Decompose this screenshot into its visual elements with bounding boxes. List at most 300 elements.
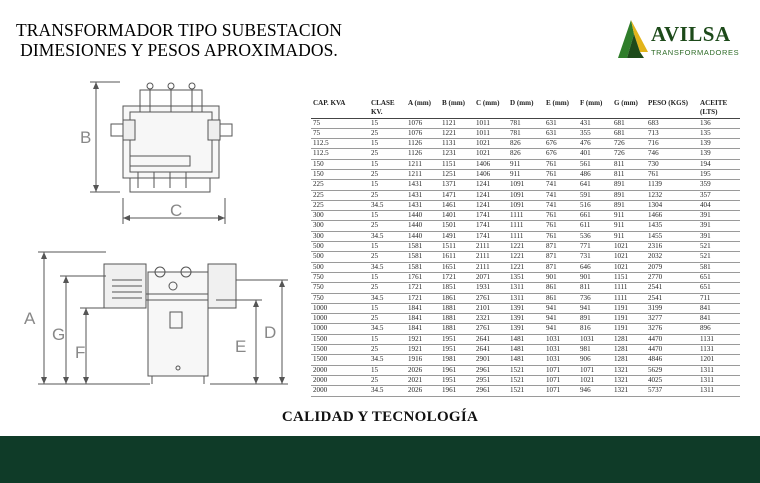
table-row bbox=[311, 345, 740, 355]
table-cell: 1841 bbox=[406, 314, 440, 324]
table-cell: 1126 bbox=[406, 139, 440, 149]
table-cell: 391 bbox=[698, 231, 740, 241]
table-cell: 150 bbox=[311, 159, 369, 169]
table-cell: 3277 bbox=[646, 314, 698, 324]
col-header-a: A (mm) bbox=[406, 99, 440, 118]
table-cell: 1021 bbox=[578, 375, 612, 385]
table-cell: 761 bbox=[544, 231, 578, 241]
table-cell: 1841 bbox=[406, 303, 440, 313]
table-cell: 1521 bbox=[508, 365, 544, 375]
table-cell: 25 bbox=[369, 221, 406, 231]
table-cell: 1961 bbox=[440, 386, 474, 396]
table-cell: 15 bbox=[369, 272, 406, 282]
table-cell: 711 bbox=[698, 293, 740, 303]
table-cell: 1406 bbox=[474, 159, 508, 169]
table-cell: 581 bbox=[698, 262, 740, 272]
footer-bar bbox=[0, 436, 760, 483]
table-cell: 771 bbox=[578, 242, 612, 252]
table-cell: 2000 bbox=[311, 365, 369, 375]
table-cell: 1031 bbox=[544, 334, 578, 344]
table-row bbox=[311, 200, 740, 210]
title-line-1: TRANSFORMADOR TIPO SUBESTACION bbox=[15, 20, 343, 40]
table-cell: 1581 bbox=[406, 242, 440, 252]
table-cell: 891 bbox=[612, 200, 646, 210]
table-cell: 871 bbox=[544, 262, 578, 272]
table-cell: 359 bbox=[698, 180, 740, 190]
table-cell: 15 bbox=[369, 303, 406, 313]
slogan: CALIDAD Y TECNOLOGÍA bbox=[281, 409, 479, 425]
table-cell: 1881 bbox=[440, 324, 474, 334]
dim-label-f: F bbox=[75, 343, 86, 362]
col-header-c: C (mm) bbox=[474, 99, 508, 118]
table-cell: 1841 bbox=[406, 324, 440, 334]
col-header-d: D (mm) bbox=[508, 99, 544, 118]
table-row bbox=[311, 303, 740, 313]
table-row bbox=[311, 128, 740, 138]
table-cell: 816 bbox=[578, 324, 612, 334]
table-cell: 741 bbox=[544, 200, 578, 210]
table-cell: 2021 bbox=[406, 375, 440, 385]
table-cell: 2901 bbox=[474, 355, 508, 365]
table-cell: 2321 bbox=[474, 314, 508, 324]
table-cell: 611 bbox=[578, 221, 612, 231]
table-cell: 1406 bbox=[474, 169, 508, 179]
table-cell: 1221 bbox=[508, 252, 544, 262]
table-cell: 730 bbox=[646, 159, 698, 169]
table-cell: 1091 bbox=[508, 180, 544, 190]
table-cell: 431 bbox=[578, 118, 612, 128]
table-cell: 1281 bbox=[612, 334, 646, 344]
table-cell: 194 bbox=[698, 159, 740, 169]
table-cell: 1721 bbox=[406, 293, 440, 303]
table-cell: 811 bbox=[612, 169, 646, 179]
table-cell: 1111 bbox=[612, 293, 646, 303]
table-cell: 2111 bbox=[474, 262, 508, 272]
table-cell: 2032 bbox=[646, 252, 698, 262]
table-cell: 1391 bbox=[508, 324, 544, 334]
dimensions-weights-table bbox=[311, 99, 740, 397]
title-line-2: DIMESIONES Y PESOS APROXIMADOS. bbox=[20, 40, 338, 60]
table-cell: 300 bbox=[311, 221, 369, 231]
table-cell: 357 bbox=[698, 190, 740, 200]
logo-brand-name: AVILSA bbox=[651, 22, 731, 46]
col-header-kva: CAP. KVA bbox=[311, 99, 369, 118]
table-row bbox=[311, 324, 740, 334]
table-cell: 15 bbox=[369, 365, 406, 375]
table-cell: 2111 bbox=[474, 242, 508, 252]
table-cell: 5737 bbox=[646, 386, 698, 396]
table-cell: 1021 bbox=[474, 149, 508, 159]
table-cell: 1191 bbox=[612, 324, 646, 334]
table-cell: 911 bbox=[612, 221, 646, 231]
col-header-b: B (mm) bbox=[440, 99, 474, 118]
table-cell: 1471 bbox=[440, 190, 474, 200]
table-cell: 1431 bbox=[406, 190, 440, 200]
table-cell: 2770 bbox=[646, 272, 698, 282]
table-cell: 1021 bbox=[474, 139, 508, 149]
table-cell: 981 bbox=[578, 345, 612, 355]
table-cell: 1581 bbox=[406, 252, 440, 262]
table-cell: 911 bbox=[612, 231, 646, 241]
table-cell: 1521 bbox=[508, 375, 544, 385]
table-cell: 901 bbox=[544, 272, 578, 282]
table-cell: 1371 bbox=[440, 180, 474, 190]
table-cell: 1500 bbox=[311, 345, 369, 355]
table-cell: 741 bbox=[544, 190, 578, 200]
table-cell: 1391 bbox=[508, 303, 544, 313]
table-cell: 2071 bbox=[474, 272, 508, 282]
table-cell: 139 bbox=[698, 139, 740, 149]
table-cell: 1191 bbox=[612, 303, 646, 313]
table-cell: 1071 bbox=[544, 375, 578, 385]
table-cell: 1440 bbox=[406, 231, 440, 241]
table-cell: 746 bbox=[646, 149, 698, 159]
table-cell: 15 bbox=[369, 139, 406, 149]
table-cell: 911 bbox=[508, 159, 544, 169]
table-cell: 1000 bbox=[311, 303, 369, 313]
table-cell: 761 bbox=[544, 159, 578, 169]
table-cell: 1311 bbox=[508, 293, 544, 303]
table-cell: 946 bbox=[578, 386, 612, 396]
table-row bbox=[311, 139, 740, 149]
table-cell: 1741 bbox=[474, 211, 508, 221]
table-row bbox=[311, 355, 740, 365]
table-cell: 1232 bbox=[646, 190, 698, 200]
table-cell: 941 bbox=[544, 324, 578, 334]
table-cell: 34.5 bbox=[369, 231, 406, 241]
table-cell: 1071 bbox=[578, 365, 612, 375]
table-cell: 761 bbox=[646, 169, 698, 179]
table-cell: 300 bbox=[311, 231, 369, 241]
table-cell: 941 bbox=[544, 303, 578, 313]
table-cell: 1500 bbox=[311, 334, 369, 344]
table-cell: 15 bbox=[369, 159, 406, 169]
table-cell: 25 bbox=[369, 128, 406, 138]
table-cell: 713 bbox=[646, 128, 698, 138]
table-cell: 1321 bbox=[612, 365, 646, 375]
transformer-diagram-svg bbox=[20, 72, 310, 392]
table-cell: 1351 bbox=[508, 272, 544, 282]
table-cell: 1500 bbox=[311, 355, 369, 365]
table-cell: 1311 bbox=[698, 386, 740, 396]
table-cell: 1311 bbox=[698, 375, 740, 385]
table-cell: 826 bbox=[508, 139, 544, 149]
table-cell: 1111 bbox=[612, 283, 646, 293]
table-cell: 911 bbox=[612, 211, 646, 221]
table-cell: 1111 bbox=[508, 231, 544, 241]
table-cell: 500 bbox=[311, 242, 369, 252]
table-cell: 651 bbox=[698, 283, 740, 293]
logo-tagline: TRANSFORMADORES bbox=[651, 48, 740, 57]
table-cell: 516 bbox=[578, 200, 612, 210]
table-cell: 1281 bbox=[612, 345, 646, 355]
table-cell: 1501 bbox=[440, 221, 474, 231]
table-cell: 631 bbox=[544, 128, 578, 138]
table-cell: 139 bbox=[698, 149, 740, 159]
table-cell: 225 bbox=[311, 190, 369, 200]
table-cell: 661 bbox=[578, 211, 612, 221]
dimensions-table-container bbox=[311, 99, 740, 397]
table-cell: 25 bbox=[369, 169, 406, 179]
table-cell: 112.5 bbox=[311, 139, 369, 149]
table-cell: 891 bbox=[612, 190, 646, 200]
table-cell: 2541 bbox=[646, 293, 698, 303]
table-cell: 150 bbox=[311, 169, 369, 179]
table-cell: 911 bbox=[508, 169, 544, 179]
table-cell: 25 bbox=[369, 375, 406, 385]
table-cell: 1121 bbox=[440, 118, 474, 128]
table-cell: 1071 bbox=[544, 365, 578, 375]
table-cell: 1151 bbox=[612, 272, 646, 282]
table-cell: 1481 bbox=[508, 334, 544, 344]
table-row bbox=[311, 180, 740, 190]
col-header-clase: CLASE KV. bbox=[369, 99, 406, 118]
table-cell: 25 bbox=[369, 190, 406, 200]
table-cell: 34.5 bbox=[369, 355, 406, 365]
table-cell: 1071 bbox=[544, 386, 578, 396]
table-cell: 1221 bbox=[440, 128, 474, 138]
table-cell: 811 bbox=[578, 283, 612, 293]
table-row bbox=[311, 252, 740, 262]
table-cell: 681 bbox=[612, 128, 646, 138]
table-cell: 1241 bbox=[474, 180, 508, 190]
table-row bbox=[311, 293, 740, 303]
table-cell: 25 bbox=[369, 345, 406, 355]
table-cell: 1221 bbox=[508, 242, 544, 252]
table-cell: 941 bbox=[544, 314, 578, 324]
table-cell: 1916 bbox=[406, 355, 440, 365]
table-cell: 4846 bbox=[646, 355, 698, 365]
table-cell: 225 bbox=[311, 180, 369, 190]
table-cell: 1401 bbox=[440, 211, 474, 221]
table-cell: 521 bbox=[698, 252, 740, 262]
table-cell: 891 bbox=[578, 314, 612, 324]
dim-label-e: E bbox=[235, 337, 247, 356]
table-cell: 761 bbox=[544, 211, 578, 221]
table-cell: 486 bbox=[578, 169, 612, 179]
table-cell: 25 bbox=[369, 314, 406, 324]
table-cell: 1131 bbox=[698, 334, 740, 344]
table-cell: 1281 bbox=[612, 355, 646, 365]
table-cell: 826 bbox=[508, 149, 544, 159]
table-cell: 3199 bbox=[646, 303, 698, 313]
table-cell: 4470 bbox=[646, 334, 698, 344]
table-cell: 1931 bbox=[474, 283, 508, 293]
table-cell: 683 bbox=[646, 118, 698, 128]
table-cell: 3276 bbox=[646, 324, 698, 334]
table-cell: 676 bbox=[544, 149, 578, 159]
table-row bbox=[311, 334, 740, 344]
table-cell: 781 bbox=[508, 118, 544, 128]
table-cell: 2961 bbox=[474, 386, 508, 396]
table-cell: 34.5 bbox=[369, 386, 406, 396]
table-cell: 1951 bbox=[440, 345, 474, 355]
table-cell: 1231 bbox=[440, 149, 474, 159]
table-cell: 561 bbox=[578, 159, 612, 169]
table-cell: 1440 bbox=[406, 221, 440, 231]
table-cell: 1221 bbox=[508, 262, 544, 272]
table-cell: 1321 bbox=[612, 386, 646, 396]
table-cell: 2951 bbox=[474, 375, 508, 385]
dim-label-g: G bbox=[52, 325, 66, 344]
table-cell: 391 bbox=[698, 221, 740, 231]
table-cell: 841 bbox=[698, 303, 740, 313]
table-cell: 1241 bbox=[474, 200, 508, 210]
table-cell: 896 bbox=[698, 324, 740, 334]
table-cell: 1921 bbox=[406, 334, 440, 344]
table-cell: 1021 bbox=[612, 242, 646, 252]
table-cell: 676 bbox=[544, 139, 578, 149]
table-cell: 941 bbox=[578, 303, 612, 313]
table-cell: 2641 bbox=[474, 334, 508, 344]
table-cell: 1461 bbox=[440, 200, 474, 210]
table-cell: 1131 bbox=[440, 139, 474, 149]
table-cell: 761 bbox=[544, 169, 578, 179]
table-cell: 871 bbox=[544, 252, 578, 262]
dim-label-a: A bbox=[24, 309, 36, 328]
logo-triangle-icon bbox=[618, 20, 650, 60]
table-cell: 1031 bbox=[544, 355, 578, 365]
table-cell: 1741 bbox=[474, 231, 508, 241]
table-cell: 500 bbox=[311, 252, 369, 262]
table-cell: 1761 bbox=[406, 272, 440, 282]
col-header-g: G (mm) bbox=[612, 99, 646, 118]
table-cell: 2961 bbox=[474, 365, 508, 375]
table-cell: 15 bbox=[369, 180, 406, 190]
table-cell: 15 bbox=[369, 334, 406, 344]
table-row bbox=[311, 283, 740, 293]
table-cell: 1466 bbox=[646, 211, 698, 221]
table-cell: 25 bbox=[369, 252, 406, 262]
table-cell: 2111 bbox=[474, 252, 508, 262]
table-cell: 1511 bbox=[440, 242, 474, 252]
table-cell: 15 bbox=[369, 118, 406, 128]
table-row bbox=[311, 242, 740, 252]
table-cell: 731 bbox=[578, 252, 612, 262]
table-cell: 741 bbox=[544, 180, 578, 190]
table-cell: 1431 bbox=[406, 180, 440, 190]
table-cell: 34.5 bbox=[369, 324, 406, 334]
table-cell: 906 bbox=[578, 355, 612, 365]
table-cell: 841 bbox=[698, 314, 740, 324]
table-cell: 1961 bbox=[440, 365, 474, 375]
table-cell: 2079 bbox=[646, 262, 698, 272]
table-cell: 1981 bbox=[440, 355, 474, 365]
table-cell: 1076 bbox=[406, 118, 440, 128]
table-cell: 1211 bbox=[406, 159, 440, 169]
table-header-row bbox=[311, 99, 740, 118]
transformer-dimension-drawing bbox=[20, 72, 310, 392]
table-cell: 1031 bbox=[578, 334, 612, 344]
table-cell: 404 bbox=[698, 200, 740, 210]
table-row bbox=[311, 231, 740, 241]
table-cell: 1491 bbox=[440, 231, 474, 241]
table-cell: 891 bbox=[612, 180, 646, 190]
table-cell: 1440 bbox=[406, 211, 440, 221]
table-cell: 1321 bbox=[612, 375, 646, 385]
table-cell: 1435 bbox=[646, 221, 698, 231]
table-row bbox=[311, 149, 740, 159]
table-body bbox=[311, 118, 740, 396]
table-cell: 1311 bbox=[508, 283, 544, 293]
table-cell: 1251 bbox=[440, 169, 474, 179]
table-row bbox=[311, 375, 740, 385]
table-cell: 2316 bbox=[646, 242, 698, 252]
table-cell: 2101 bbox=[474, 303, 508, 313]
table-cell: 135 bbox=[698, 128, 740, 138]
page-title bbox=[14, 20, 344, 60]
table-cell: 1951 bbox=[440, 334, 474, 344]
table-cell: 1881 bbox=[440, 303, 474, 313]
table-cell: 1111 bbox=[508, 211, 544, 221]
table-cell: 1191 bbox=[612, 314, 646, 324]
table-row bbox=[311, 169, 740, 179]
table-cell: 1241 bbox=[474, 190, 508, 200]
table-cell: 1431 bbox=[406, 200, 440, 210]
table-cell: 1881 bbox=[440, 314, 474, 324]
table-cell: 34.5 bbox=[369, 293, 406, 303]
table-cell: 861 bbox=[544, 293, 578, 303]
table-cell: 811 bbox=[612, 159, 646, 169]
table-row bbox=[311, 190, 740, 200]
table-cell: 1139 bbox=[646, 180, 698, 190]
table-cell: 136 bbox=[698, 118, 740, 128]
table-cell: 1151 bbox=[440, 159, 474, 169]
table-cell: 1211 bbox=[406, 169, 440, 179]
table-cell: 1011 bbox=[474, 118, 508, 128]
table-cell: 1861 bbox=[440, 293, 474, 303]
table-cell: 1455 bbox=[646, 231, 698, 241]
table-cell: 500 bbox=[311, 262, 369, 272]
table-cell: 1126 bbox=[406, 149, 440, 159]
table-cell: 391 bbox=[698, 211, 740, 221]
col-header-peso: PESO (KGS) bbox=[646, 99, 698, 118]
table-row bbox=[311, 118, 740, 128]
table-cell: 1091 bbox=[508, 200, 544, 210]
table-cell: 716 bbox=[646, 139, 698, 149]
table-row bbox=[311, 159, 740, 169]
table-cell: 75 bbox=[311, 118, 369, 128]
table-cell: 1721 bbox=[440, 272, 474, 282]
table-row bbox=[311, 272, 740, 282]
table-cell: 726 bbox=[612, 149, 646, 159]
table-cell: 401 bbox=[578, 149, 612, 159]
table-cell: 1521 bbox=[508, 386, 544, 396]
col-header-aceite: ACEITE (LTS) bbox=[698, 99, 740, 118]
table-cell: 536 bbox=[578, 231, 612, 241]
table-cell: 300 bbox=[311, 211, 369, 221]
table-cell: 871 bbox=[544, 242, 578, 252]
table-cell: 1481 bbox=[508, 345, 544, 355]
table-cell: 25 bbox=[369, 149, 406, 159]
table-row bbox=[311, 386, 740, 396]
table-cell: 641 bbox=[578, 180, 612, 190]
table-cell: 15 bbox=[369, 242, 406, 252]
table-cell: 1304 bbox=[646, 200, 698, 210]
table-cell: 781 bbox=[508, 128, 544, 138]
table-cell: 736 bbox=[578, 293, 612, 303]
table-cell: 1391 bbox=[508, 314, 544, 324]
table-cell: 195 bbox=[698, 169, 740, 179]
table-cell: 646 bbox=[578, 262, 612, 272]
table-cell: 1311 bbox=[698, 365, 740, 375]
table-cell: 750 bbox=[311, 293, 369, 303]
table-cell: 750 bbox=[311, 283, 369, 293]
table-cell: 2000 bbox=[311, 375, 369, 385]
table-cell: 476 bbox=[578, 139, 612, 149]
table-cell: 1851 bbox=[440, 283, 474, 293]
table-cell: 1741 bbox=[474, 221, 508, 231]
